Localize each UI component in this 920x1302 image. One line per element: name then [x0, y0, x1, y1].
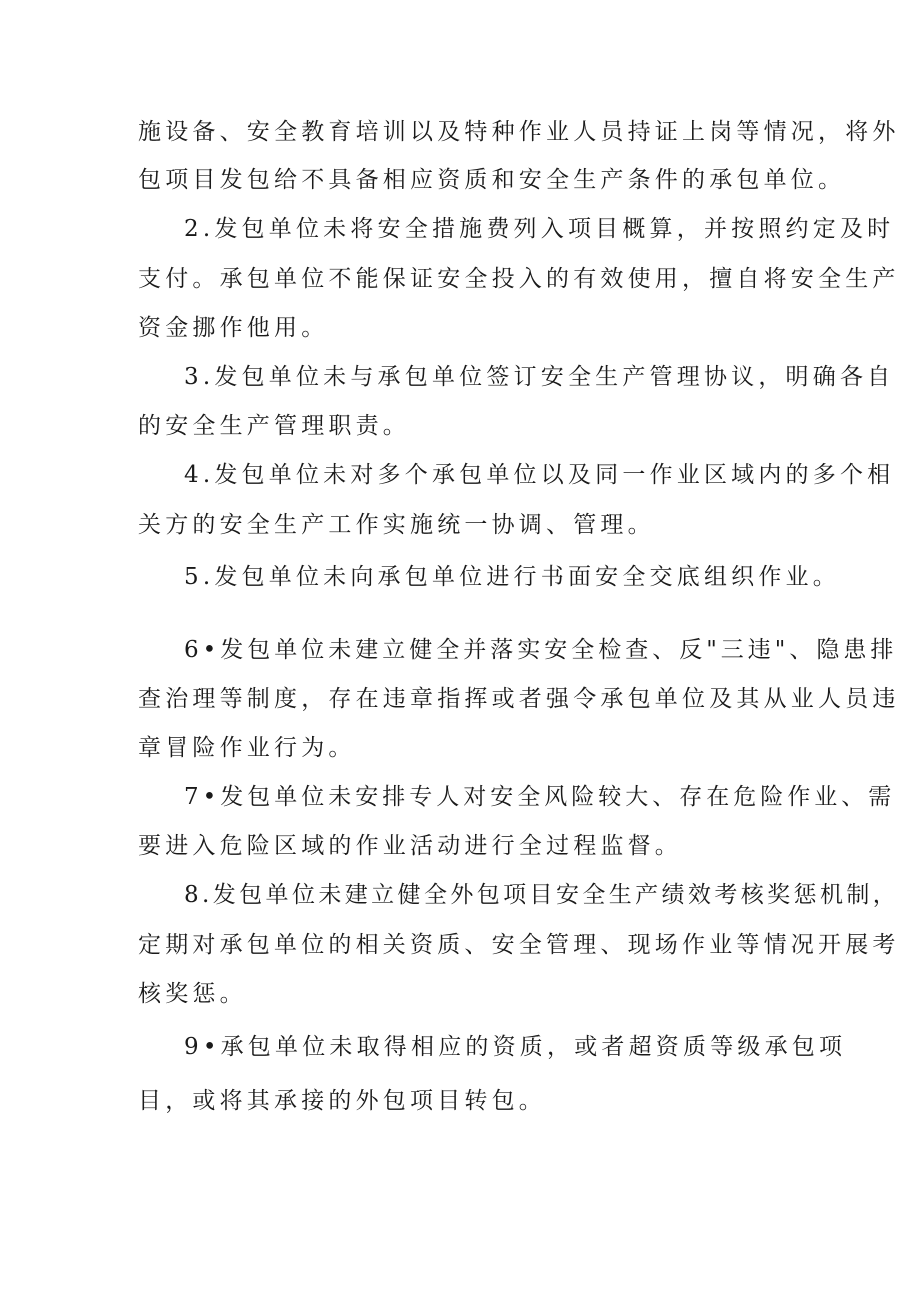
- text-line: 定期对承包单位的相关资质、安全管理、现场作业等情况开展考: [138, 932, 900, 958]
- text-line: 章冒险作业行为。: [138, 735, 356, 761]
- text-line: 资金挪作他用。: [138, 315, 329, 341]
- paragraph-7-line: 7•发包单位未安排专人对安全风险较大、存在危险作业、需: [184, 784, 896, 810]
- text-line: 包项目发包给不具备相应资质和安全生产条件的承包单位。: [138, 167, 846, 193]
- text-line: 核奖惩。: [138, 981, 247, 1007]
- text-line: 查治理等制度，存在违章指挥或者强令承包单位及其从业人员违: [138, 686, 900, 712]
- text-line: 关方的安全生产工作实施统一协调、管理。: [138, 512, 655, 538]
- paragraph-6-line: 6•发包单位未建立健全并落实安全检查、反"三违"、隐患排: [184, 637, 898, 663]
- paragraph-8-line: 8.发包单位未建立健全外包项目安全生产绩效考核奖惩机制，: [184, 882, 900, 908]
- text-line: 目，或将其承接的外包项目转包。: [138, 1088, 546, 1114]
- paragraph-5-line: 5.发包单位未向承包单位进行书面安全交底组织作业。: [184, 564, 840, 590]
- text-line: 的安全生产管理职责。: [138, 413, 410, 439]
- paragraph-9-line: 9•承包单位未取得相应的资质，或者超资质等级承包项: [184, 1034, 847, 1060]
- paragraph-2-line: 2.发包单位未将安全措施费列入项目概算，并按照约定及时: [184, 216, 895, 242]
- paragraph-3-line: 3.发包单位未与承包单位签订安全生产管理协议，明确各自: [184, 364, 895, 390]
- text-line: 施设备、安全教育培训以及特种作业人员持证上岗等情况，将外: [138, 119, 900, 145]
- text-line: 要进入危险区域的作业活动进行全过程监督。: [138, 833, 682, 859]
- text-line: 支付。承包单位不能保证安全投入的有效使用，擅自将安全生产: [138, 266, 900, 292]
- paragraph-4-line: 4.发包单位未对多个承包单位以及同一作业区域内的多个相: [184, 462, 895, 488]
